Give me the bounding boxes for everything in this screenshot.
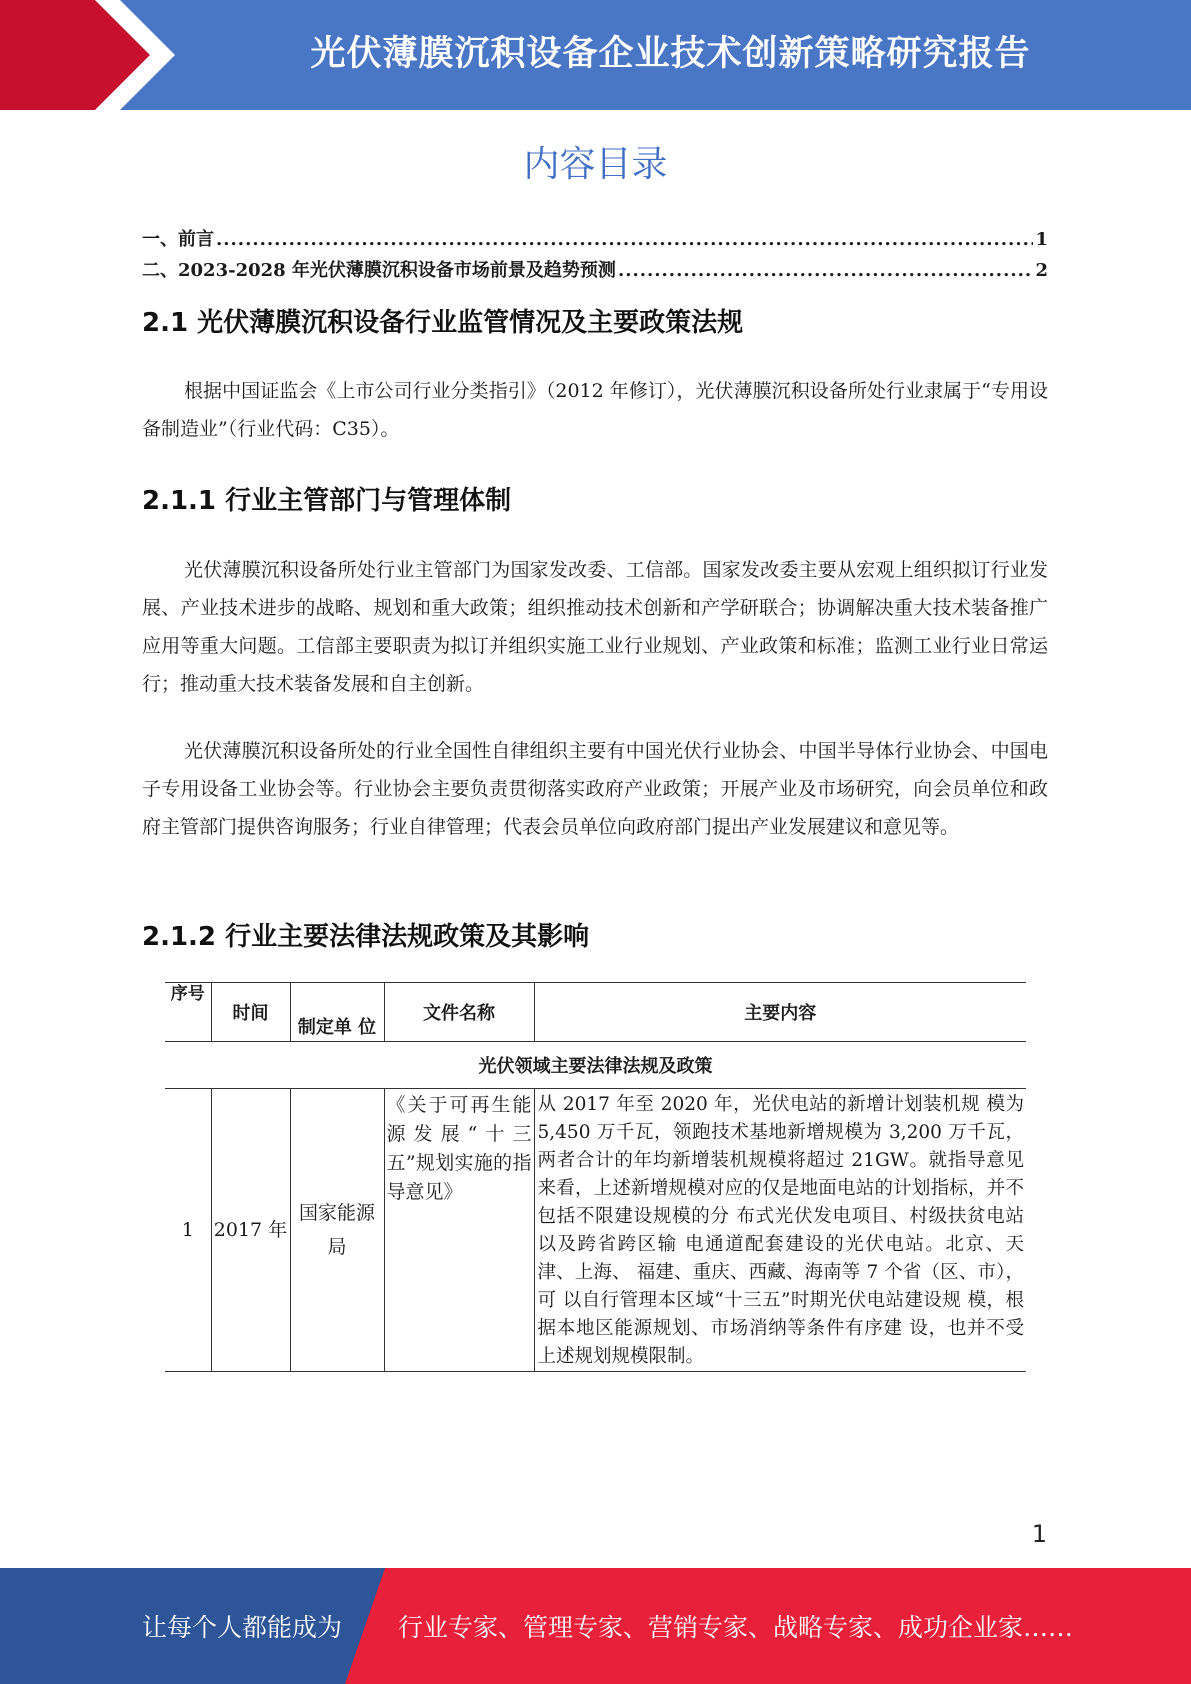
- section-paragraph: 根据中国证监会《上市公司行业分类指引》（2012 年修订），光伏薄膜沉积设备所处行业隶属于“专用设备制造业”（行业代码：C35）。: [142, 380, 1048, 440]
- column-header-seq: 序号: [165, 983, 211, 1042]
- toc-entry-page: 1: [1035, 229, 1048, 250]
- toc-heading: 内容目录: [523, 144, 668, 185]
- page-number: 1: [1031, 1520, 1047, 1548]
- cell-maker: 国家能源局: [290, 1089, 384, 1372]
- section-paragraph: 光伏薄膜沉积设备所处行业主管部门为国家发改委、工信部。国家发改委主要从宏观上组织拟订行业发展、产业技术进步的战略、规划和重大政策；组织推动技术创新和产学研联合；协调解决重大技术装备推广应用等重大问题。工信部主要职责为拟订并组织实施工业行业规划、产业政策和标准；监测工业行业日常运行；推动重大技术装备发展和自主创新。: [142, 559, 1048, 695]
- toc-entry-label: 二、2023-2028 年光伏薄膜沉积设备市场前景及趋势预测: [142, 260, 616, 281]
- toc-entry[interactable]: [142, 256, 1048, 287]
- toc-leader-dots: [216, 229, 1033, 250]
- table-group-label: 光伏领域主要法律法规及政策: [478, 1056, 713, 1077]
- table-group-row: [165, 1042, 1026, 1089]
- cell-doc: 《关于可再生能源发展“十三五”规划实施的指导意见》: [384, 1089, 534, 1372]
- section-heading-2-1: 2.1 光伏薄膜沉积设备行业监管情况及主要政策法规: [142, 308, 744, 338]
- cell-content: 从 2017 年至 2020 年，光伏电站的新增计划装机规 模为 5,450 万千瓦，领跑技术基地新增规模为 3,200 万千瓦，两者合计的年均新增装机规模将超过 21GW。就指导意见来看，上述新增规模对应的仅是地面电站的计划指标，并不包括不限建设规模的分 布式光伏发电项目、村级扶贫电站以及跨省跨区输 电通道配套建设的光伏电站。北京、天津、上海、 福建、重庆、西藏、海南等 7 个省（区、市），可 以自行管理本区域“十三五”时期光伏电站建设规 模，根据本地区能源规划、市场消纳等条件有序建 设，也并不受上述规划规模限制。: [534, 1089, 1026, 1372]
- column-header-time: 时间: [211, 983, 290, 1042]
- section-heading-2-1-1: 2.1.1 行业主管部门与管理体制: [142, 486, 512, 516]
- report-title: 光伏薄膜沉积设备企业技术创新策略研究报告: [310, 34, 1031, 74]
- table-of-contents: [142, 225, 1048, 287]
- laws-policy-table: [165, 982, 1026, 1372]
- footer-slogan-right: 行业专家、管理专家、营销专家、战略专家、成功企业家……: [398, 1613, 1074, 1642]
- column-header-content: 主要内容: [534, 983, 1026, 1042]
- toc-entry[interactable]: [142, 225, 1048, 256]
- footer-slogan-left: 让每个人都能成为: [142, 1613, 343, 1642]
- toc-entry-label: 一、前言: [142, 229, 214, 250]
- column-header-maker: 制定单 位: [290, 983, 384, 1042]
- cell-time: 2017 年: [211, 1089, 290, 1372]
- column-header-doc: 文件名称: [384, 983, 534, 1042]
- table-header-row: [165, 983, 1026, 1042]
- toc-leader-dots: [618, 260, 1034, 281]
- section-paragraph: 光伏薄膜沉积设备所处的行业全国性自律组织主要有中国光伏行业协会、中国半导体行业协会、中国电子专用设备工业协会等。行业协会主要负责贯彻落实政府产业政策；开展产业及市场研究，向会员单位和政府主管部门提供咨询服务；行业自律管理；代表会员单位向政府部门提出产业发展建议和意见等。: [142, 740, 1048, 838]
- cell-seq: 1: [165, 1089, 211, 1372]
- section-heading-2-1-2: 2.1.2 行业主要法律法规政策及其影响: [142, 922, 590, 952]
- header-banner: [0, 0, 1191, 110]
- footer-banner: [0, 1568, 1191, 1684]
- toc-entry-page: 2: [1035, 260, 1048, 281]
- table-row: [165, 1089, 1026, 1372]
